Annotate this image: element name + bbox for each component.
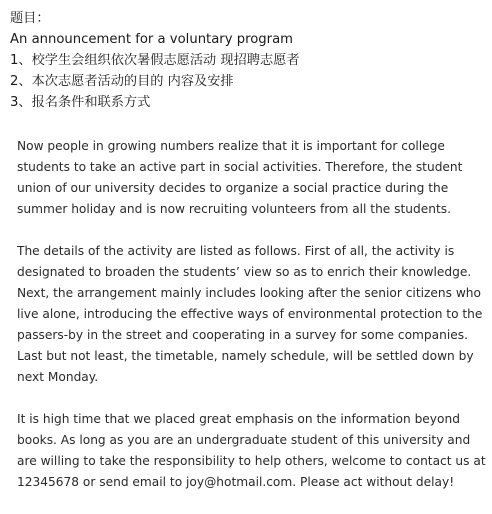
prompt-point-3: 3、报名条件和联系方式 [10, 95, 151, 110]
essay-paragraph-details: The details of the activity are listed as follows. First of all, the activity is designated to broaden the students’ view so as to enrich their knowledge. Next, the arrangement mainly includes looking after the senior citizens who live alone, introducing the effective ways of environmental protection to the passers-by in the street and cooperating in a survey for some companies. Last but not least, the timetable, namely schedule, will be settled down by next Monday. [17, 244, 483, 384]
prompt-section [10, 8, 486, 113]
essay-body [17, 136, 489, 514]
prompt-heading: 题目： [10, 11, 50, 26]
prompt-point-1: 1、校学生会组织依次暑假志愿活动 现招聘志愿者 [10, 53, 300, 68]
essay-paragraph-conclusion: It is high time that we placed great emphasis on the information beyond books. As long as you are an undergraduate student of this university and are willing to take the responsibility to help others, welcome to contact us at 12345678 or send email to joy@hotmail.com. Please act without delay! [17, 412, 486, 489]
prompt-title: An announcement for a voluntary program [10, 32, 294, 47]
prompt-point-2: 2、本次志愿者活动的目的 内容及安排 [10, 74, 234, 89]
essay-paragraph-intro: Now people in growing numbers realize that it is important for college students to take an active part in social activities. Therefore, the student union of our university decides to organize a social practice during the summer holiday and is now recruiting volunteers from all the students. [17, 139, 463, 216]
